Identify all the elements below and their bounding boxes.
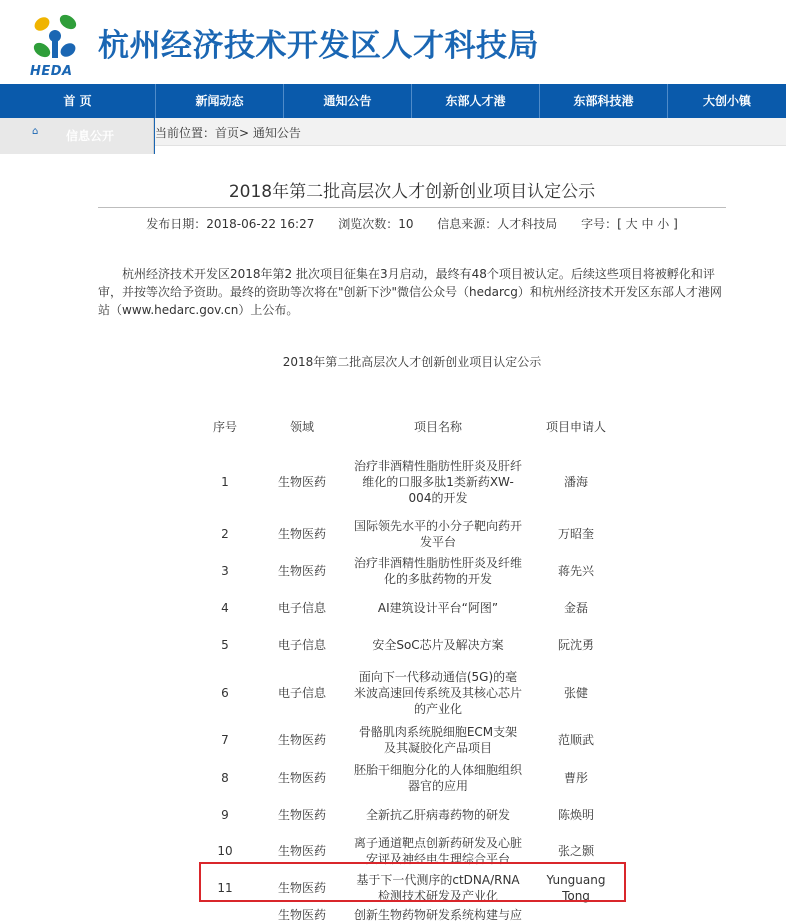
table-cell-applicant: 张之颢 bbox=[557, 844, 594, 858]
table-row bbox=[196, 551, 626, 591]
table-cell-field: 生物医药 bbox=[277, 881, 326, 895]
table-row bbox=[196, 517, 626, 551]
heda-logo-icon[interactable] bbox=[28, 10, 82, 66]
home-icon: ⌂ bbox=[32, 126, 39, 137]
table-cell-no: 8 bbox=[221, 771, 229, 785]
table-row bbox=[196, 625, 626, 665]
table-cell-field: 电子信息 bbox=[277, 638, 326, 652]
table-cell-applicant: 张健 bbox=[563, 686, 588, 700]
table-cell-name: AI建筑设计平台“阿图” bbox=[377, 601, 499, 615]
table-row bbox=[196, 665, 626, 721]
table-cell-applicant: 曹彤 bbox=[563, 771, 588, 785]
table-cell-no bbox=[196, 907, 254, 923]
table-cell-name: 面向下一代移动通信(5G)的毫米波高速回传系统及其核心芯片的产业化 bbox=[354, 670, 523, 716]
breadcrumb: 当前位置：首页> 通知公告 bbox=[155, 126, 301, 140]
publish-date: 发布日期：2018-06-22 16:27 bbox=[146, 217, 315, 231]
info-source: 信息来源：人才科技局 bbox=[437, 217, 558, 231]
table-cell-name: 治疗非酒精性脂肪性肝炎及纤维化的多肽药物的开发 bbox=[354, 556, 523, 586]
table-header-row bbox=[196, 407, 626, 447]
table-cell-name: 基于下一代测序的ctDNA/RNA检测技术研发及产业化 bbox=[356, 873, 520, 903]
table-header-cell: 序号 bbox=[212, 420, 237, 434]
table-cell-field: 生物医药 bbox=[277, 733, 326, 747]
table-cell-name: 治疗非酒精性脂肪性肝炎及肝纤维化的口服多肽1类新药XW-004的开发 bbox=[354, 459, 523, 505]
table-header-cell: 项目申请人 bbox=[545, 420, 606, 434]
table-cell-no: 10 bbox=[217, 844, 233, 858]
view-count: 浏览次数：10 bbox=[338, 217, 414, 231]
site-header bbox=[0, 0, 786, 84]
table-row bbox=[196, 591, 626, 625]
highlight-box bbox=[199, 862, 626, 902]
table-cell-field: 生物医药 bbox=[277, 844, 326, 858]
table-cell-applicant: 阮沈勇 bbox=[557, 638, 594, 652]
table-cell-applicant: 潘海 bbox=[563, 475, 588, 489]
table-cell-no: 6 bbox=[221, 686, 229, 700]
side-tab-label: 信息公开 bbox=[66, 129, 115, 143]
site-title[interactable]: 杭州经济技术开发区人才科技局 bbox=[98, 28, 539, 64]
table-cell-name: 全新抗乙肝病毒药物的研发 bbox=[365, 808, 510, 822]
table-cell-no: 7 bbox=[221, 733, 229, 747]
table-cell-applicant: 蒋先兴 bbox=[557, 564, 594, 578]
table-cell-field: 电子信息 bbox=[277, 601, 326, 615]
side-tab-info-public[interactable] bbox=[0, 118, 154, 154]
intro-paragraph: 杭州经济技术开发区2018年第2 批次项目征集在3月启动，最终有48个项目被认定。后续这些项目将被孵化和评审，并按等次给予资助。最终的资助等次将在"创新下沙"微信公众号（hedarcg）和杭州经济技术开发区东部人才港网站（www.hedarc.gov.cn）上公布。 bbox=[98, 267, 722, 317]
table-cell-no: 2 bbox=[221, 527, 229, 541]
table-cell-name: 创新生物药物研发系统构建与应 bbox=[354, 908, 523, 922]
font-size-switcher[interactable]: 字号：[ 大 中 小 ] bbox=[581, 217, 678, 231]
table-cell-field: 生物医药 bbox=[277, 475, 326, 489]
sub-bar bbox=[0, 118, 786, 146]
table-cell-no: 1 bbox=[221, 475, 229, 489]
nav-item-0[interactable]: 首 页 bbox=[63, 94, 92, 108]
table-cell-applicant bbox=[526, 907, 626, 923]
nav-item-1[interactable]: 新闻动态 bbox=[155, 84, 283, 118]
article-meta bbox=[98, 215, 726, 232]
table-row bbox=[196, 759, 626, 797]
table-cell-field: 生物医药 bbox=[277, 527, 326, 541]
table-cell-name: 骨骼肌肉系统脱细胞ECM支架及其凝胶化产品项目 bbox=[358, 725, 518, 755]
nav-item-3[interactable]: 东部人才港 bbox=[411, 84, 539, 118]
table-cell-no: 4 bbox=[221, 601, 229, 615]
nav-item-4[interactable]: 东部科技港 bbox=[539, 84, 667, 118]
table-row bbox=[196, 447, 626, 517]
table-cell-name: 国际领先水平的小分子靶向药开发平台 bbox=[354, 519, 523, 549]
table-title: 2018年第二批高层次人才创新创业项目认定公示 bbox=[282, 355, 542, 369]
nav-item-2[interactable]: 通知公告 bbox=[283, 84, 411, 118]
table-cell-name: 安全SoC芯片及解决方案 bbox=[372, 638, 504, 652]
table-row bbox=[196, 721, 626, 759]
table-cell-applicant: 范顺武 bbox=[557, 733, 594, 747]
table-row bbox=[196, 907, 626, 923]
table-cell-no: 9 bbox=[221, 808, 229, 822]
table-row bbox=[196, 797, 626, 833]
table-header-cell: 领域 bbox=[289, 420, 314, 434]
project-table bbox=[196, 407, 626, 923]
nav-item-5[interactable]: 大创小镇 bbox=[667, 84, 786, 118]
table-cell-field: 生物医药 bbox=[277, 771, 326, 785]
table-cell-field: 生物医药 bbox=[277, 564, 326, 578]
table-header-cell: 项目名称 bbox=[413, 420, 462, 434]
table-cell-applicant: 陈焕明 bbox=[557, 808, 594, 822]
table-cell-applicant: Yunguang Tong bbox=[546, 873, 606, 903]
title-divider bbox=[98, 207, 726, 208]
table-cell-field: 生物医药 bbox=[277, 808, 326, 822]
table-cell-no: 3 bbox=[221, 564, 229, 578]
table-cell-no: 5 bbox=[221, 638, 229, 652]
table-cell-name: 离子通道靶点创新药研发及心脏安评及神经电生理综合平台 bbox=[354, 836, 523, 866]
table-cell-field: 电子信息 bbox=[277, 686, 326, 700]
table-cell-no: 11 bbox=[217, 881, 233, 895]
table-cell-name: 胚胎干细胞分化的人体细胞组织器官的应用 bbox=[354, 763, 523, 793]
table-cell-applicant: 万昭奎 bbox=[557, 527, 594, 541]
logo-text: HEDA bbox=[30, 64, 73, 79]
table-cell-applicant: 金磊 bbox=[563, 601, 588, 615]
article-title: 2018年第二批高层次人才创新创业项目认定公示 bbox=[228, 182, 596, 202]
main-nav bbox=[0, 84, 786, 118]
table-cell-field: 生物医药 bbox=[277, 908, 326, 922]
